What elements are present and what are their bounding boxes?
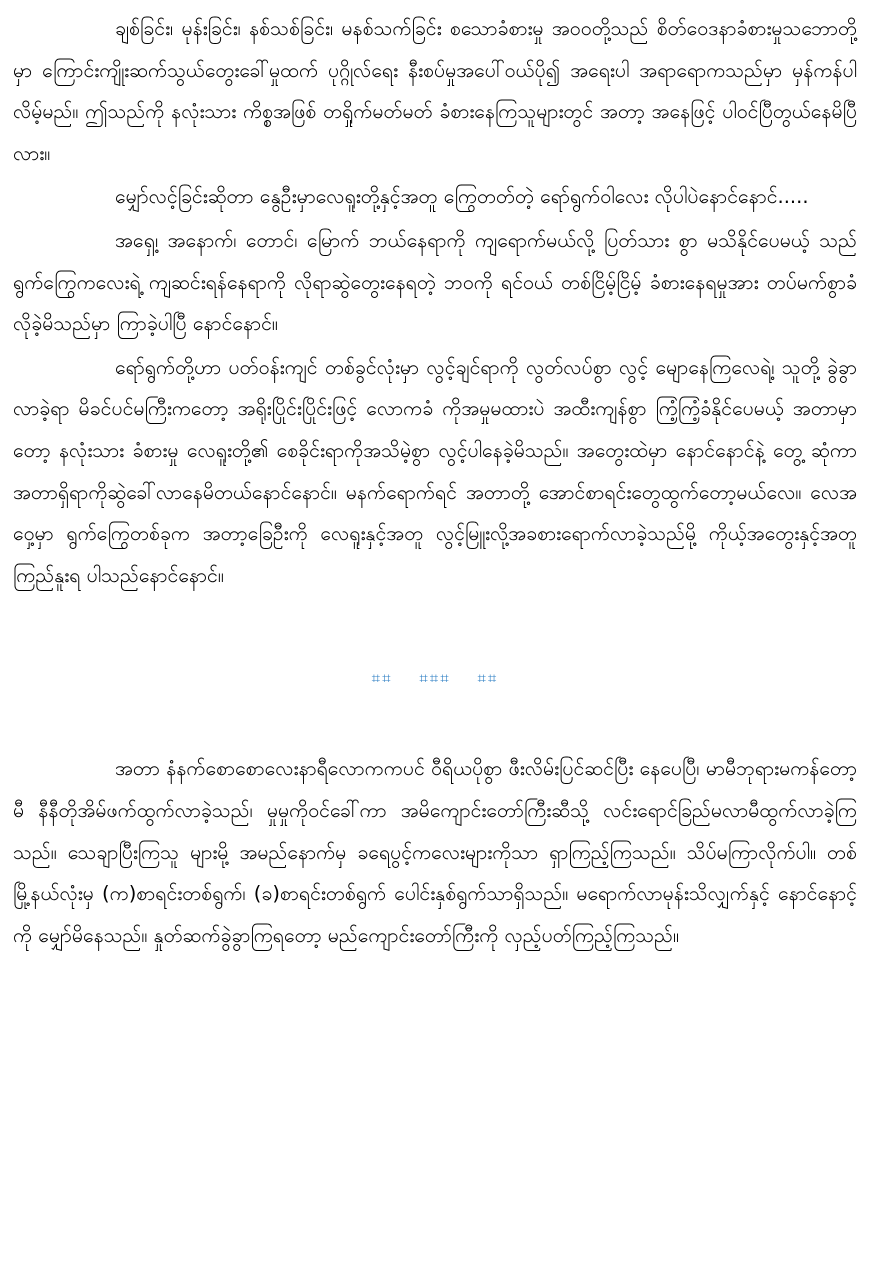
section-two (13, 748, 857, 956)
separator-ornament: ⌗⌗⌗ (419, 669, 451, 688)
paragraph: မျှော်လင့်ခြင်းဆိုတာ နွေဦးမှာလေရူးတို့နှင့်အတူ ကြွေတတ်တဲ့ ရော်ရွက်ဝါလေး လိုပါပဲနောင်နောင်..... (115, 185, 809, 209)
paragraph: ချစ်ခြင်း၊ မုန်းခြင်း၊ နစ်သစ်ခြင်း၊ မနစ်သက်ခြင်း စသောခံစားမှု အဝဝတို့သည် စိတ်ဝေဒနာခံစားမှုသဘောတို့မှာ ကြောင်းကျိုးဆက်သွယ်တွေးခေါ်မှုထက် ပုဂ္ဂိုလ်ရေး နီးစပ်မှုအပေါ်ဝယ်ပို၍ အရေးပါ အရာရောကသည်မှာ မှန်ကန်ပါလိမ့်မည်။ ဤသည်ကို နလုံးသား ကိစ္စအဖြစ် တရှိုက်မတ်မတ် ခံစားနေကြသူများတွင် အတာ့ အနေဖြင့် ပါဝင်ပြီတွယ်နေမိပြီ လား။ (13, 17, 857, 165)
section-one (13, 8, 857, 596)
separator-ornament: ⌗⌗ (477, 669, 499, 688)
paragraph: ရော်ရွက်တို့ဟာ ပတ်ဝန်းကျင် တစ်ခွင်လုံးမှာ လွင့်ချင်ရာကို လွတ်လပ်စွာ လွင့် မျောနေကြလေရဲ့၊ သူတို့ ခွဲခွာလာခဲ့ရာ မိခင်ပင်မကြီးကတော့ အရိုးပြိုင်းပြိုင်းဖြင့် လောကခံ ကိုအမှုမထားပဲ အထီးကျန်စွာ ကြံ့ကြံ့ခံနိုင်ပေမယ့် အတာမှာတော့ နလုံးသား ခံစားမှု လေရူးတို့၏ စေခိုင်းရာကိုအသိမဲ့စွာ လွင့်ပါနေခဲ့မိသည်။ အတွေးထဲမှာ နောင်နောင်နဲ့ တွေ့ ဆုံကာ အတာရှိရာကိုဆွဲခေါ်လာနေမိတယ်နောင်နောင်။ မနက်ရောက်ရင် အတာတို့ အောင်စာရင်းတွေထွက်တော့မယ်လေ။ လေအဝှေ့မှာ ရွက်ကြွေတစ်ခုက အတာ့ခြေဦးကို လေရူးနှင့်အတူ လွင့်မြူးလို့အခစားရောက်လာခဲ့သည်မို့ ကိုယ့်အတွေးနှင့်အတူ ကြည်နူးရ ပါသည်နောင်နောင်။ (13, 355, 857, 587)
paragraph: အရှေ့၊ အနောက်၊ တောင်၊ မြောက် ဘယ်နေရာကို ကျရောက်မယ်လို့ ပြတ်သား စွာ မသိနိုင်ပေမယ့် သည်ရွက်ကြွေကလေးရဲ့ ကျဆင်းရန်နေရာကို လိုရာဆွဲတွေးနေရတဲ့ ဘဝကို ရင်ဝယ် တစ်ငြိမ့်ငြိမ့် ခံစားနေရမှုအား တပ်မက်စွာခံလိုခဲ့မိသည်မှာ ကြာခဲ့ပါပြီ နောင်နောင်။ (13, 228, 857, 336)
paragraph: အတာ နံနက်စောစောလေးနာရီလောကကပင် ဝီရိယပိုစွာ ဖီးလိမ်းပြင်ဆင်ပြီး နေပေပြီ၊ မာမီဘုရားမကန်တော့မီ နီနီတိုအိမ်ဖက်ထွက်လာခဲ့သည်၊ မှုမှုကိုဝင်ခေါ်ကာ အမိကျောင်းတော်ကြီးဆီသို့ လင်းရောင်ခြည်မလာမီထွက်လာခဲ့ကြသည်။ သေချာပြီးကြသူ များမို့ အမည်နောက်မှ ခရေပွင့်ကလေးများကိုသာ ရှာကြည့်ကြသည်။ သိပ်မကြာလိုက်ပါ။ တစ်မြို့နယ်လုံးမှ (က)စာရင်းတစ်ရွက်၊ (ခ)စာရင်းတစ်ရွက် ပေါင်းနှစ်ရွက်သာရှိသည်။ မရောက်လာမုန်းသိလျှက်နှင့် နောင်နောင့်ကို မျှော်မိနေသည်။ နှုတ်ဆက်ခွဲခွာကြရတော့ မည်ကျောင်းတော်ကြီးကို လှည့်ပတ်ကြည့်ကြသည်။ (13, 757, 857, 947)
section-separator (13, 666, 857, 690)
separator-ornament: ⌗⌗ (371, 669, 393, 688)
